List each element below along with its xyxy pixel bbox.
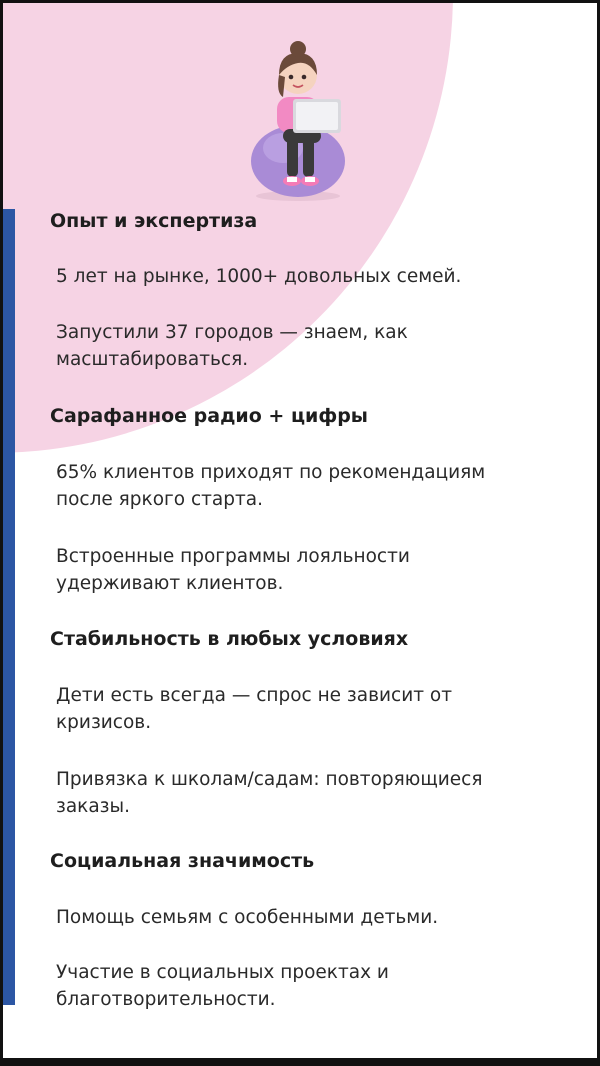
section-4-heading: Социальная значимость <box>50 850 315 872</box>
section-1-heading: Опыт и экспертиза <box>50 210 258 232</box>
section-2-item-2: Встроенные программы лояльности удерживают клиентов. <box>56 546 410 594</box>
girl-with-laptop-illustration <box>243 33 353 203</box>
section-1-item-2: Запустили 37 городов — знаем, как масштабироваться. <box>56 322 408 370</box>
slide <box>3 3 597 1058</box>
section-1-item-1: 5 лет на рынке, 1000+ довольных семей. <box>56 266 462 287</box>
section-2-heading: Сарафанное радио + цифры <box>50 405 368 427</box>
section-4-item-2: Участие в социальных проектах и благотворительности. <box>56 962 389 1010</box>
section-4-item-1: Помощь семьям с особенными детьми. <box>56 907 439 928</box>
section-3-heading: Стабильность в любых условиях <box>50 628 409 650</box>
section-3-item-2: Привязка к школам/садам: повторяющиеся заказы. <box>56 769 483 817</box>
section-3-item-1: Дети есть всегда — спрос не зависит от кризисов. <box>56 685 452 733</box>
section-2-item-1: 65% клиентов приходят по рекомендациям после яркого старта. <box>56 462 486 510</box>
blue-accent-bar <box>3 209 15 1005</box>
